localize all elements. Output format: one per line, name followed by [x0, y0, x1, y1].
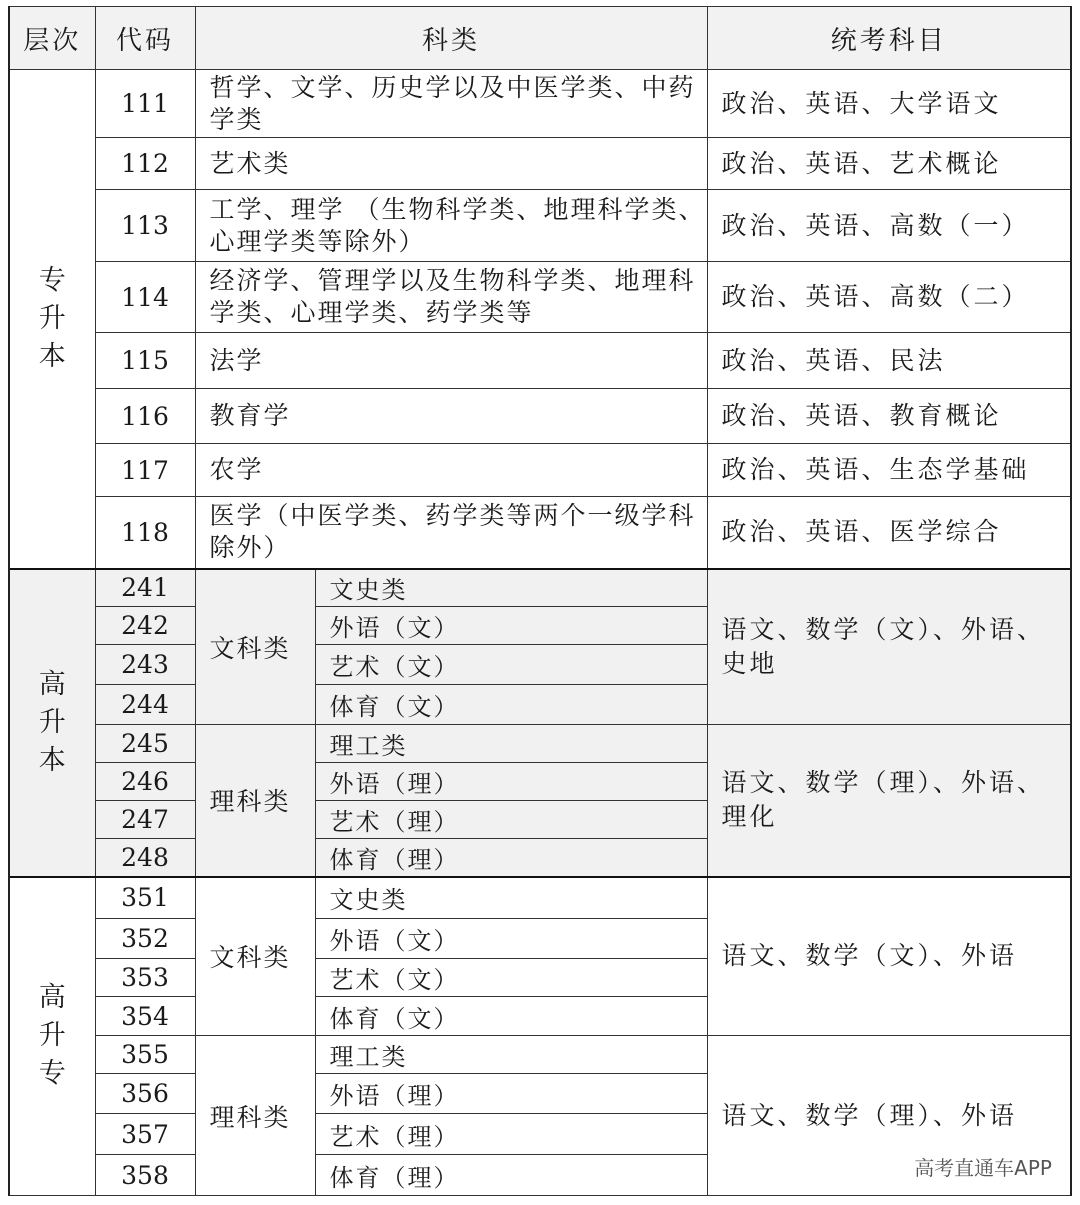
exam-subjects-table [8, 6, 1072, 1196]
subcategory-cell: 外语（文） [315, 919, 707, 959]
code-cell: 242 [95, 607, 195, 645]
category-cell: 法学 [195, 333, 707, 389]
group-cell: 理科类 [195, 1036, 315, 1196]
subjects-cell: 语文、数学（理）、外语、理化 [707, 725, 1071, 877]
level-cell-zsb [9, 70, 95, 569]
watermark-label: 高考直通车APP [914, 1156, 1052, 1180]
table-row [9, 138, 1071, 190]
code-cell: 351 [95, 877, 195, 919]
level-char: 升 [38, 302, 66, 334]
category-cell: 工学、理学 （生物科学类、地理科学类、心理学类等除外） [195, 190, 707, 262]
table-row [9, 497, 1071, 569]
table-row [9, 444, 1071, 497]
code-cell: 352 [95, 919, 195, 959]
code-cell: 245 [95, 725, 195, 763]
subjects-cell: 政治、英语、民法 [707, 333, 1071, 389]
code-cell: 353 [95, 959, 195, 997]
level-char: 专 [38, 1058, 66, 1090]
code-cell: 247 [95, 801, 195, 839]
category-cell: 哲学、文学、历史学以及中医学类、中药学类 [195, 70, 707, 138]
code-cell: 355 [95, 1036, 195, 1074]
code-cell: 357 [95, 1114, 195, 1155]
code-cell: 111 [95, 70, 195, 138]
subcategory-cell: 艺术（文） [315, 645, 707, 685]
code-cell: 246 [95, 763, 195, 801]
subjects-cell: 政治、英语、教育概论 [707, 389, 1071, 444]
subjects-cell: 政治、英语、艺术概论 [707, 138, 1071, 190]
subjects-cell: 政治、英语、高数（一） [707, 190, 1071, 262]
subcategory-cell: 体育（文） [315, 997, 707, 1036]
level-char: 升 [38, 706, 66, 738]
subjects-cell: 政治、英语、医学综合 [707, 497, 1071, 569]
subcategory-cell: 艺术（文） [315, 959, 707, 997]
header-row [9, 7, 1071, 70]
subcategory-cell: 外语（文） [315, 607, 707, 645]
subjects-cell: 政治、英语、高数（二） [707, 262, 1071, 333]
category-cell: 医学（中医学类、药学类等两个一级学科除外） [195, 497, 707, 569]
code-cell: 354 [95, 997, 195, 1036]
code-cell: 112 [95, 138, 195, 190]
table-row [9, 725, 1071, 763]
table-row [9, 569, 1071, 607]
subcategory-cell: 艺术（理） [315, 801, 707, 839]
group-cell: 理科类 [195, 725, 315, 877]
code-cell: 114 [95, 262, 195, 333]
table-row [9, 877, 1071, 919]
group-cell: 文科类 [195, 569, 315, 725]
level-char: 高 [38, 668, 66, 700]
table-row [9, 70, 1071, 138]
subjects-cell: 政治、英语、大学语文 [707, 70, 1071, 138]
table-row [9, 190, 1071, 262]
subcategory-cell: 文史类 [315, 877, 707, 919]
table-row [9, 262, 1071, 333]
header-subjects: 统考科目 [707, 7, 1071, 70]
code-cell: 244 [95, 685, 195, 725]
table-row [9, 389, 1071, 444]
level-cell-gsz [9, 877, 95, 1196]
subjects-cell: 语文、数学（文）、外语、史地 [707, 569, 1071, 725]
table-row [9, 333, 1071, 389]
subcategory-cell: 理工类 [315, 725, 707, 763]
code-cell: 115 [95, 333, 195, 389]
subcategory-cell: 体育（文） [315, 685, 707, 725]
code-cell: 117 [95, 444, 195, 497]
level-char: 升 [38, 1020, 66, 1052]
category-cell: 艺术类 [195, 138, 707, 190]
subcategory-cell: 外语（理） [315, 763, 707, 801]
code-cell: 356 [95, 1074, 195, 1114]
header-code: 代码 [95, 7, 195, 70]
group-cell: 文科类 [195, 877, 315, 1036]
code-cell: 248 [95, 839, 195, 877]
subcategory-cell: 体育（理） [315, 1155, 707, 1196]
header-level: 层次 [9, 7, 95, 70]
level-char: 专 [38, 264, 66, 296]
level-cell-gsb [9, 569, 95, 877]
category-cell: 经济学、管理学以及生物科学类、地理科学类、心理学类、药学类等 [195, 262, 707, 333]
level-char: 高 [38, 982, 66, 1014]
subjects-cell: 语文、数学（文）、外语 [707, 877, 1071, 1036]
subjects-cell: 政治、英语、生态学基础 [707, 444, 1071, 497]
subcategory-cell: 艺术（理） [315, 1114, 707, 1155]
code-cell: 358 [95, 1155, 195, 1196]
subcategory-cell: 文史类 [315, 569, 707, 607]
code-cell: 116 [95, 389, 195, 444]
subcategory-cell: 体育（理） [315, 839, 707, 877]
level-char: 本 [38, 340, 66, 372]
code-cell: 241 [95, 569, 195, 607]
header-category: 科类 [195, 7, 707, 70]
category-cell: 农学 [195, 444, 707, 497]
subcategory-cell: 理工类 [315, 1036, 707, 1074]
subjects-cell: 语文、数学（理）、外语 [707, 1036, 1071, 1196]
category-cell: 教育学 [195, 389, 707, 444]
code-cell: 118 [95, 497, 195, 569]
table-row [9, 1036, 1071, 1074]
code-cell: 113 [95, 190, 195, 262]
subcategory-cell: 外语（理） [315, 1074, 707, 1114]
level-char: 本 [38, 744, 66, 776]
code-cell: 243 [95, 645, 195, 685]
